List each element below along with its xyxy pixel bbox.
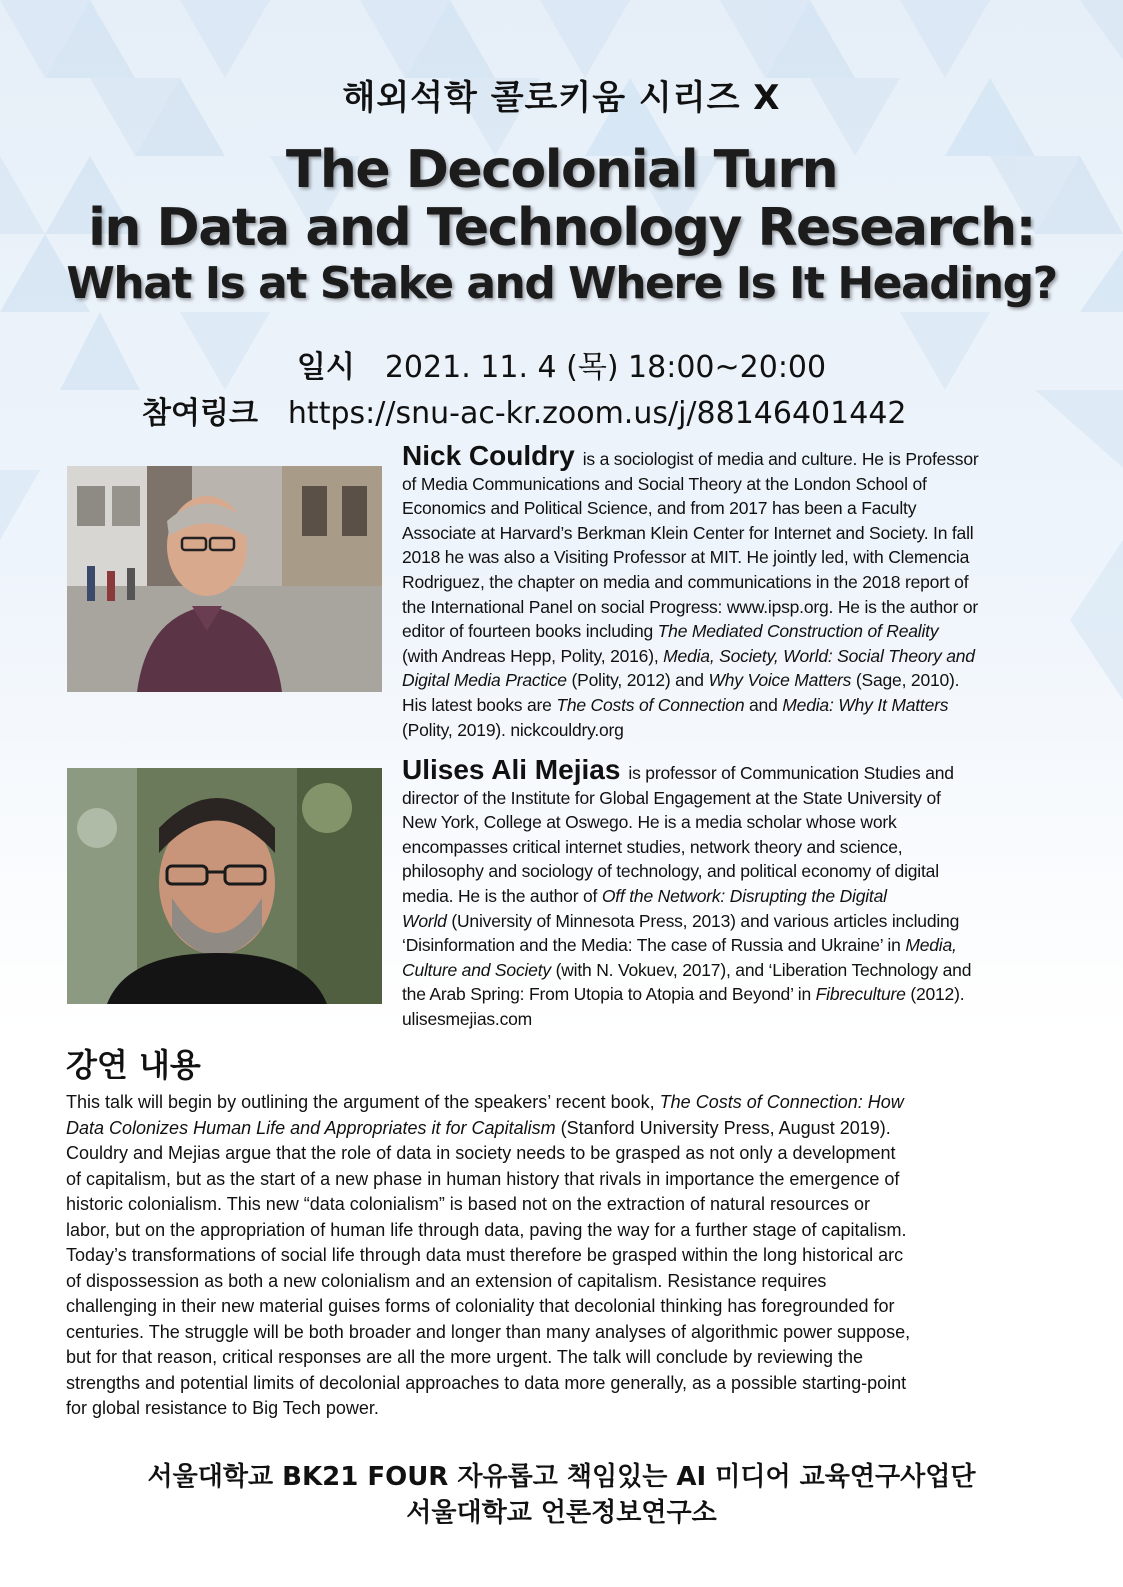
journal-title: Fibreculture: [815, 984, 906, 1005]
bio-text: and: [744, 694, 783, 715]
book-title: The Costs of Connection: [556, 694, 745, 715]
abstract-text: labor, but on the appropriation of human life through data, paving the way for a further stage of capitalism.: [66, 1219, 907, 1240]
abstract-text: This talk will begin by outlining the argument of the speakers’ recent book,: [66, 1092, 660, 1112]
book-title: Data Colonizes Human Life and Appropriates it for Capitalism: [66, 1117, 556, 1138]
bio-text: philosophy and sociology of technology, and political economy of digital: [402, 861, 939, 882]
bio-text: (Polity, 2012) and: [566, 670, 709, 691]
speaker-photo-ulises-mejias: [67, 768, 382, 1004]
bio-text: media. He is the author of: [402, 885, 602, 906]
bio-text: of Media Communications and Social Theory at the London School of: [402, 473, 927, 494]
book-title: The Mediated Construction of Reality: [657, 621, 939, 642]
series-title: 해외석학 콜로키움 시리즈 X: [342, 78, 781, 118]
bio-nick-couldry: [402, 440, 1062, 742]
speaker-photo-nick-couldry: [67, 466, 382, 692]
journal-title: Culture and Society: [402, 959, 551, 980]
abstract-text: Couldry and Mejias argue that the role of data in society needs to be grasped as not only a development: [66, 1143, 896, 1163]
bio-text: ulisesmejias.com: [402, 1008, 533, 1029]
date-row: [0, 342, 1123, 386]
abstract-text: challenging in their new material guises forms of coloniality that decolonial thinking has foregrounded for: [66, 1296, 895, 1316]
date-label: 일시: [296, 350, 355, 385]
bio-text: the Arab Spring: From Utopia to Atopia and Beyond’ in: [402, 984, 816, 1005]
link-label: 참여링크: [142, 396, 258, 431]
bio-text: ‘Disinformation and the Media: The case of Russia and Ukraine’ in: [402, 935, 906, 956]
book-title: The Costs of Connection: How: [659, 1092, 904, 1112]
title-line-3: What Is at Stake and Where Is It Heading?: [66, 258, 1057, 309]
book-title: Media, Society, World: Social Theory and: [663, 645, 975, 666]
book-title: Media: Why It Matters: [782, 694, 949, 715]
bio-text: His latest books are: [402, 694, 557, 715]
bio-text: 2018 he was also a Visiting Professor at MIT. He jointly led, with Clemencia: [402, 547, 970, 568]
abstract-text: of capitalism, but as the start of a new phase in human history that rivals in importance the emergence of: [66, 1168, 900, 1189]
book-title: Off the Network: Disrupting the Digital: [601, 885, 887, 906]
organizer-line-1: 서울대학교 BK21 FOUR 자유롭고 책임있는 AI 미디어 교육연구사업단: [147, 1462, 976, 1492]
bio-text: (2012).: [905, 984, 965, 1005]
abstract-text: centuries. The struggle will be both broader and longer than many analyses of algorithmic power suppose,: [66, 1321, 911, 1342]
bio-text: is professor of Communication Studies and: [628, 763, 954, 783]
bio-text: (Polity, 2019). nickcouldry.org: [402, 719, 624, 740]
bio-text: is a sociologist of media and culture. He is Professor: [582, 449, 979, 469]
bio-text: Rodriguez, the chapter on media and communications in the 2018 report of: [402, 571, 969, 592]
link-row: [142, 388, 907, 432]
bio-text: (with Andreas Hepp, Polity, 2016),: [402, 645, 664, 666]
speaker-name: Nick Couldry: [402, 440, 575, 471]
bio-text: the International Panel on social Progress: www.ipsp.org. He is the author or: [402, 596, 979, 617]
bio-ulises-mejias: [402, 754, 1062, 1032]
organizer-line-2: 서울대학교 언론정보연구소: [406, 1498, 717, 1528]
book-title: Digital Media Practice: [402, 670, 567, 691]
book-title: World: [402, 910, 447, 931]
speaker-name: Ulises Ali Mejias: [402, 754, 621, 785]
bio-text: (with N. Vokuev, 2017), and ‘Liberation Technology and: [550, 959, 972, 980]
bio-text: editor of fourteen books including: [402, 621, 658, 642]
abstract-text: Today’s transformations of social life through data must therefore be grasped within the long historical arc: [66, 1245, 904, 1265]
date-value: 2021. 11. 4 (목) 18:00~20:00: [384, 350, 827, 385]
abstract: [66, 1090, 1066, 1422]
bio-text: encompasses critical internet studies, network theory and science,: [402, 836, 903, 857]
bio-text: (Sage, 2010).: [851, 670, 960, 691]
abstract-text: historic colonialism. This new “data colonialism” is based not on the extraction of natural resources or: [66, 1194, 871, 1214]
abstract-text: (Stanford University Press, August 2019).: [555, 1117, 891, 1138]
bio-text: New York, College at Oswego. He is a media scholar whose work: [402, 812, 897, 833]
section-title-lecture: 강연 내용: [66, 1046, 201, 1084]
abstract-text: strengths and potential limits of decolonial approaches to data more generally, as a possible starting-point: [66, 1372, 907, 1393]
title-line-1: The Decolonial Turn: [285, 140, 838, 200]
abstract-text: for global resistance to Big Tech power.: [66, 1398, 379, 1418]
title-line-2: in Data and Technology Research:: [88, 198, 1035, 258]
bio-text: Associate at Harvard’s Berkman Klein Center for Internet and Society. In fall: [402, 522, 974, 543]
bio-text: (University of Minnesota Press, 2013) and various articles including: [446, 910, 960, 931]
abstract-text: but for that reason, critical responses are all the more urgent. The talk will conclude by reviewing the: [66, 1347, 864, 1367]
abstract-text: of dispossession as both a new colonialism and an extension of capitalism. Resistance requires: [66, 1270, 827, 1291]
bio-text: Economics and Political Science, and from 2017 has been a Faculty: [402, 498, 917, 519]
book-title: Why Voice Matters: [708, 670, 852, 691]
journal-title: Media,: [905, 935, 957, 956]
bio-text: director of the Institute for Global Engagement at the State University of: [402, 787, 941, 808]
zoom-link[interactable]: https://snu-ac-kr.zoom.us/j/88146401442: [287, 396, 907, 431]
